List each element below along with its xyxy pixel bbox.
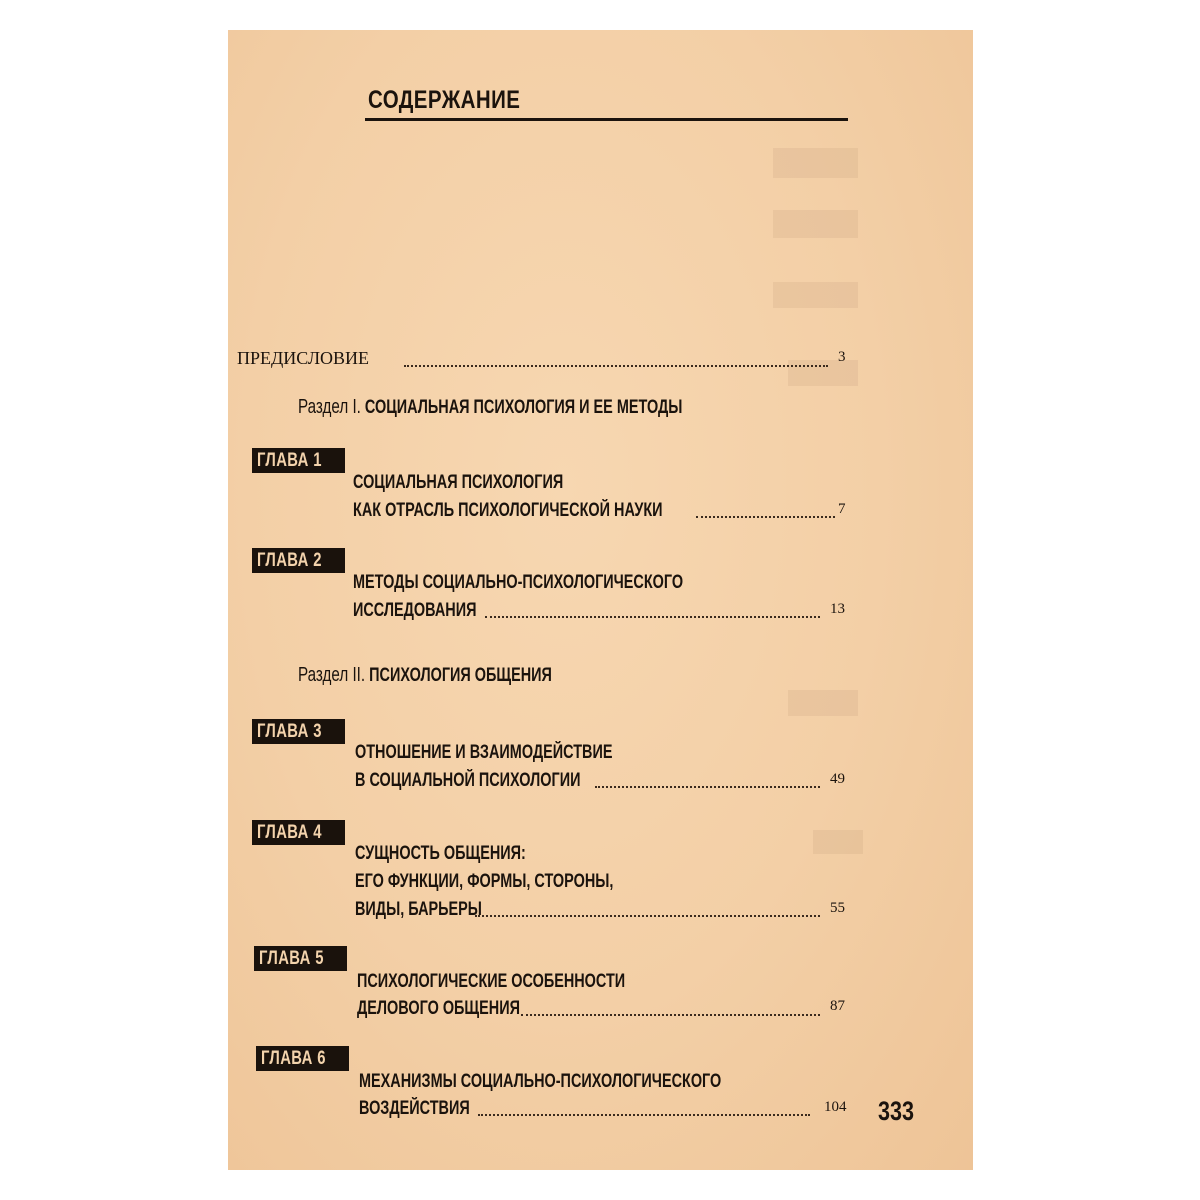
show-through-mark xyxy=(813,830,863,854)
chapter-title-line: ИССЛЕДОВАНИЯ xyxy=(353,600,477,621)
chapter-title-line: ВИДЫ, БАРЬЕРЫ xyxy=(355,899,482,920)
dot-leader xyxy=(404,365,828,367)
section-heading xyxy=(298,396,682,419)
chapter-badge: ГЛАВА 4 xyxy=(252,820,345,845)
chapter-badge: ГЛАВА 5 xyxy=(254,946,347,971)
chapter-title-line: ПСИХОЛОГИЧЕСКИЕ ОСОБЕННОСТИ xyxy=(357,971,626,992)
chapter-title-line: ВОЗДЕЙСТВИЯ xyxy=(359,1098,470,1119)
book-page xyxy=(228,30,973,1170)
preface-page: 3 xyxy=(838,349,846,365)
dot-leader xyxy=(595,786,820,788)
section-heading xyxy=(298,664,552,687)
chapter-title-line: МЕХАНИЗМЫ СОЦИАЛЬНО-ПСИХОЛОГИЧЕСКОГО xyxy=(359,1071,722,1092)
chapter-title-line: ОТНОШЕНИЕ И ВЗАИМОДЕЙСТВИЕ xyxy=(355,742,613,763)
dot-leader xyxy=(475,915,820,917)
chapter-page: 49 xyxy=(830,771,845,787)
chapter-badge: ГЛАВА 6 xyxy=(256,1046,349,1071)
dot-leader xyxy=(521,1014,820,1016)
section-label: Раздел I. xyxy=(298,396,361,418)
chapter-title-line: МЕТОДЫ СОЦИАЛЬНО-ПСИХОЛОГИЧЕСКОГО xyxy=(353,572,684,593)
chapter-title-line: ЕГО ФУНКЦИИ, ФОРМЫ, СТОРОНЫ, xyxy=(355,871,614,892)
chapter-badge: ГЛАВА 1 xyxy=(252,448,345,473)
chapter-title-line: В СОЦИАЛЬНОЙ ПСИХОЛОГИИ xyxy=(355,770,581,791)
chapter-page: 87 xyxy=(830,998,845,1014)
title-underline xyxy=(365,118,848,121)
chapter-title-line: КАК ОТРАСЛЬ ПСИХОЛОГИЧЕСКОЙ НАУКИ xyxy=(353,500,663,521)
dot-leader xyxy=(696,516,835,518)
show-through-mark xyxy=(773,148,858,178)
chapter-badge: ГЛАВА 3 xyxy=(252,719,345,744)
section-title: ПСИХОЛОГИЯ ОБЩЕНИЯ xyxy=(369,665,552,686)
dot-leader xyxy=(478,1114,810,1116)
chapter-page: 55 xyxy=(830,900,845,916)
chapter-title-line: СОЦИАЛЬНАЯ ПСИХОЛОГИЯ xyxy=(353,472,564,493)
show-through-mark xyxy=(773,210,858,238)
section-title: СОЦИАЛЬНАЯ ПСИХОЛОГИЯ И ЕЕ МЕТОДЫ xyxy=(364,397,683,418)
show-through-mark xyxy=(788,360,858,386)
chapter-page: 7 xyxy=(838,501,846,517)
page-number: 333 xyxy=(878,1096,915,1126)
preface-label: ПРЕДИСЛОВИЕ xyxy=(237,348,370,368)
show-through-mark xyxy=(788,690,858,716)
section-label: Раздел II. xyxy=(298,664,366,686)
chapter-title-line: ДЕЛОВОГО ОБЩЕНИЯ xyxy=(357,998,520,1019)
chapter-badge: ГЛАВА 2 xyxy=(252,548,345,573)
dot-leader xyxy=(485,616,820,618)
page-title: СОДЕРЖАНИЕ xyxy=(368,86,521,114)
chapter-title-line: СУЩНОСТЬ ОБЩЕНИЯ: xyxy=(355,843,526,864)
show-through-mark xyxy=(773,282,858,308)
chapter-page: 104 xyxy=(824,1099,847,1115)
chapter-page: 13 xyxy=(830,601,845,617)
